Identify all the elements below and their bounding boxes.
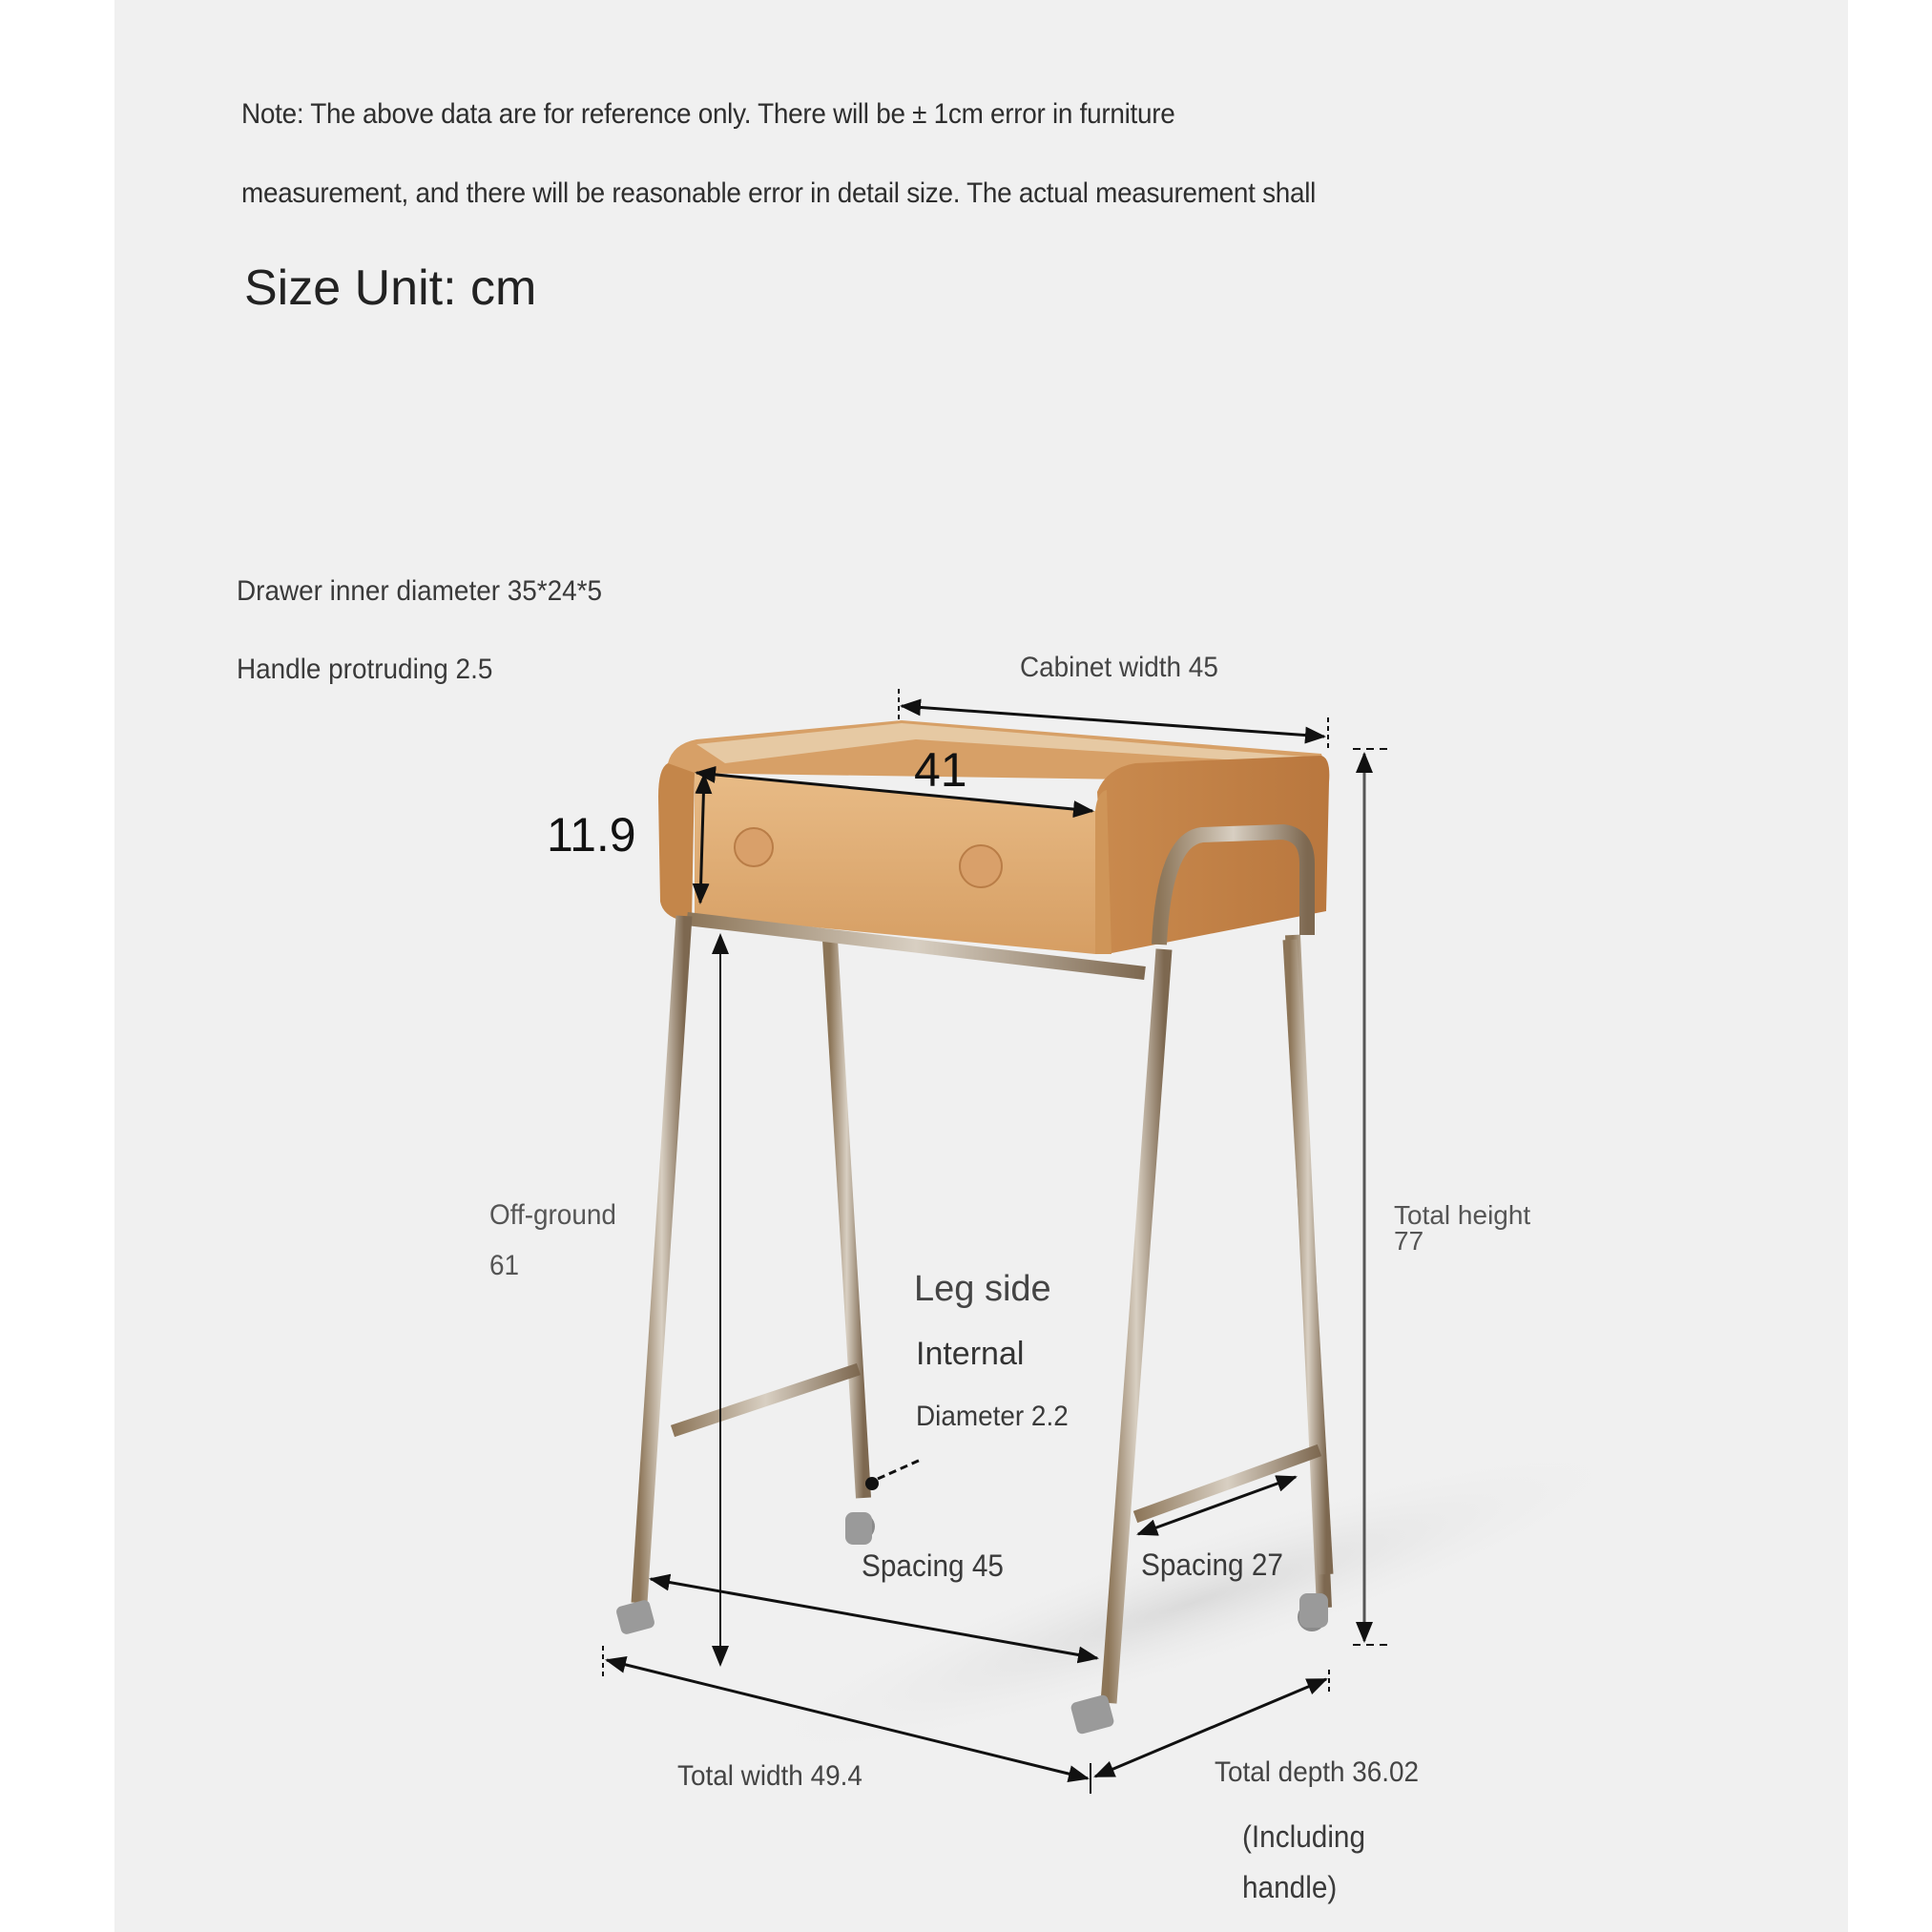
- handle-protruding-spec: Handle protruding 2.5: [237, 654, 493, 685]
- diameter-label: Diameter 2.2: [916, 1401, 1069, 1432]
- off-ground-value: 61: [489, 1250, 520, 1281]
- drawer-inner-spec: Drawer inner diameter 35*24*5: [237, 575, 603, 607]
- including-handle-line-2: handle): [1242, 1870, 1338, 1904]
- off-ground-label: Off-ground: [489, 1199, 616, 1231]
- spacing-27-label: Spacing 27: [1141, 1548, 1283, 1582]
- drawer-width-label: 41: [914, 743, 967, 797]
- note-line-2: measurement, and there will be reasonable error in detail size. The actual measurement shall: [241, 177, 1317, 209]
- drawer-knob: [735, 828, 773, 866]
- spacing-45-label: Spacing 45: [862, 1548, 1004, 1583]
- drawer-height-label: 11.9: [547, 808, 636, 862]
- note-line-1: Note: The above data are for reference only. There will be ± 1cm error in furniture: [241, 98, 1175, 130]
- total-depth-label: Total depth 36.02: [1215, 1756, 1420, 1788]
- size-unit-heading: Size Unit: cm: [244, 260, 537, 316]
- total-height-label: Total height: [1394, 1200, 1531, 1230]
- including-handle-line-1: (Including: [1242, 1819, 1366, 1854]
- internal-label: Internal: [916, 1336, 1025, 1372]
- floor-shadow: [700, 1386, 1685, 1820]
- total-width-label: Total width 49.4: [677, 1760, 862, 1792]
- leg-side-label: Leg side: [914, 1269, 1051, 1309]
- total-height-value: 77: [1394, 1226, 1424, 1256]
- cabinet-width-label: Cabinet width 45: [1020, 652, 1218, 683]
- drawer-knob: [960, 845, 1002, 887]
